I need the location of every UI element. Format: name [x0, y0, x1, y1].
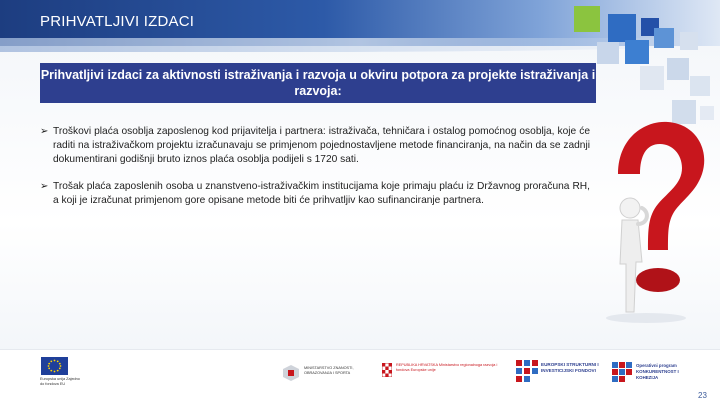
square-blue	[608, 14, 636, 42]
square-pale-1	[597, 42, 619, 64]
bullet-text: Trošak plaća zaposlenih osoba u znanstveno-istraživačkim institucijama koje primaju plaću iz Državnog proračuna RH, a koji je izračunat primjenom gore opisane metode biti će prihvatljiv kao sufinanciranje partnera.	[53, 180, 590, 206]
subtitle-band	[40, 63, 596, 103]
question-mark-figure-icon	[598, 112, 710, 342]
square-pale-5	[690, 76, 710, 96]
eu-flag-icon	[41, 357, 68, 375]
figure-shadow	[606, 313, 686, 323]
page-number: 23	[698, 391, 707, 400]
figure-body	[620, 220, 642, 312]
square-light-blue-1	[654, 28, 674, 48]
bullet-list	[40, 125, 590, 220]
square-pale-2	[680, 32, 698, 50]
figure-head	[620, 198, 640, 218]
croatian-coat-of-arms-icon	[382, 363, 392, 377]
square-pale-3	[640, 66, 664, 90]
question-mark-dot	[636, 268, 680, 292]
eu-caption: Europska unija Zajedno do fondova EU	[40, 377, 80, 386]
subtitle-text: Prihvatljivi izdaci za aktivnosti istraživanja i razvoja u okviru potpora za projekte istraživanja i razvoja:	[40, 68, 596, 98]
arrow-bullet-icon: ➢	[40, 180, 49, 192]
bullet-text: Troškovi plaća osoblja zaposlenog kod prijavitelja i partnera: istraživača, tehničara i ostalog pomoćnog osoblja, koje će raditi na istraživačkom projektu izračunavaju se primjenom pojednostavljene metode financiranja, na način da se zadnji dokumentirani godišnji bruto iznos plaća osoblja podijeli s 1720 sati.	[53, 126, 590, 166]
operational-programme-label: Operativni program KONKURENTNOST I KOHEZIJA	[636, 363, 679, 380]
ministry-regional-label: REPUBLIKA HRVATSKA Ministarstvo regionalnoga razvoja i fondova Europske unije	[396, 363, 498, 372]
structural-funds-logo-icon	[516, 360, 538, 382]
square-pale-4	[667, 58, 689, 80]
ministry-science-logo-icon	[282, 364, 300, 382]
square-green	[574, 6, 600, 32]
arrow-bullet-icon: ➢	[40, 126, 49, 137]
bullet-item	[40, 125, 590, 168]
square-mid-blue	[625, 40, 649, 64]
structural-funds-label: EUROPSKI STRUKTURNI I INVESTICIJSKI FONDOVI	[541, 362, 599, 373]
slide-title: PRIHVATLJIVI IZDACI	[40, 13, 195, 30]
operational-programme-logo-icon	[612, 362, 632, 382]
ministry-science-label: MINISTARSTVO ZNANOSTI, OBRAZOVANJA I SPORTA	[304, 366, 354, 375]
bullet-item	[40, 180, 590, 208]
